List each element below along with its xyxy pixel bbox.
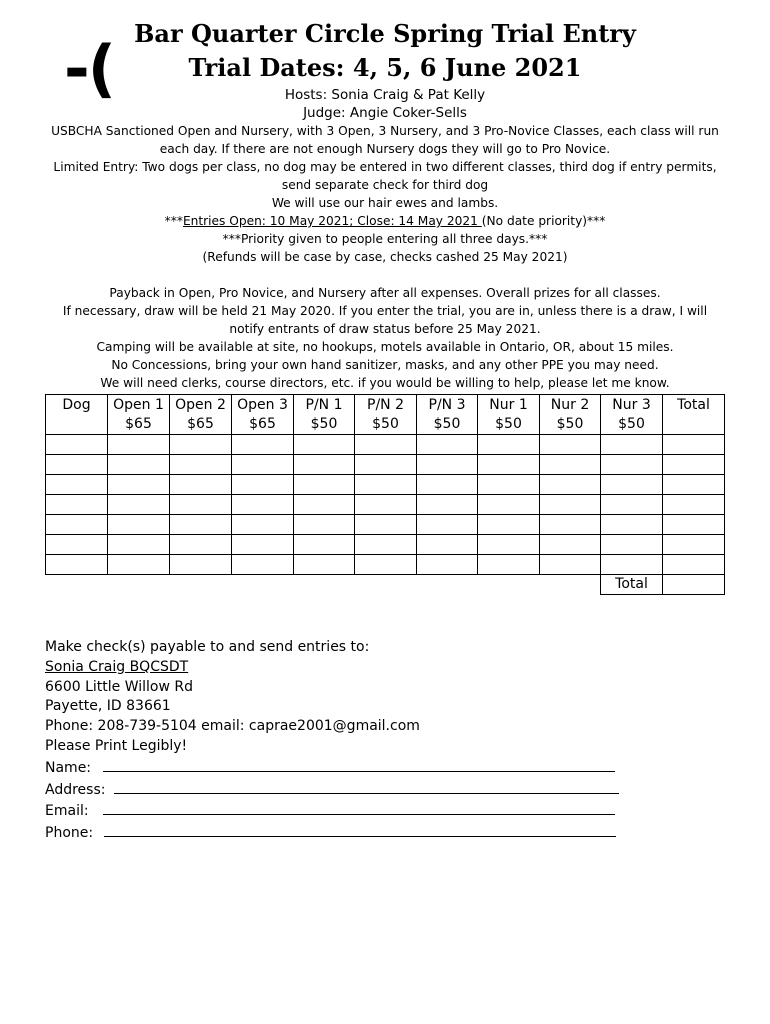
entry-cell[interactable] — [540, 515, 601, 535]
entry-cell[interactable] — [108, 475, 170, 495]
entry-cell[interactable] — [46, 435, 108, 455]
entry-table — [45, 394, 725, 595]
entry-cell[interactable] — [170, 495, 232, 515]
entry-cell[interactable] — [355, 435, 417, 455]
column-header-pn-1 — [294, 395, 355, 435]
column-header-dog — [46, 395, 108, 435]
total-cell[interactable] — [663, 575, 725, 595]
entry-cell[interactable] — [663, 495, 725, 515]
table-row — [46, 475, 725, 495]
column-name: Nur 2 — [550, 397, 590, 413]
entry-cell[interactable] — [355, 555, 417, 575]
column-name: P/N 1 — [305, 397, 343, 413]
column-header-open-1 — [108, 395, 170, 435]
total-spacer — [46, 575, 601, 595]
column-name: Dog — [62, 397, 91, 413]
entry-rows — [46, 435, 725, 575]
entry-cell[interactable] — [46, 555, 108, 575]
judge: Judge: Angie Coker-Sells — [303, 105, 467, 121]
column-header-open-2 — [170, 395, 232, 435]
entry-cell[interactable] — [663, 435, 725, 455]
entry-cell[interactable] — [294, 495, 355, 515]
entry-cell[interactable] — [417, 455, 478, 475]
entry-cell[interactable] — [601, 475, 663, 495]
payee-name: Sonia Craig BQCSDT — [45, 658, 189, 675]
name-field-row — [45, 757, 619, 779]
phone-field[interactable] — [104, 822, 616, 837]
entry-cell[interactable] — [540, 475, 601, 495]
entry-cell[interactable] — [232, 435, 294, 455]
entry-cell[interactable] — [540, 535, 601, 555]
column-price: $65 — [249, 416, 276, 432]
address-field[interactable] — [114, 779, 619, 794]
column-header-nur-1 — [478, 395, 540, 435]
entry-cell[interactable] — [46, 535, 108, 555]
entry-cell[interactable] — [170, 475, 232, 495]
refunds-note: (Refunds will be case by case, checks cashed 25 May 2021) — [202, 250, 568, 264]
entry-cell[interactable] — [601, 515, 663, 535]
entry-cell[interactable] — [417, 475, 478, 495]
entry-cell[interactable] — [540, 455, 601, 475]
entry-cell[interactable] — [46, 475, 108, 495]
column-name: Open 1 — [113, 397, 164, 413]
entry-cell[interactable] — [232, 515, 294, 535]
table-row — [46, 535, 725, 555]
entry-cell[interactable] — [478, 535, 540, 555]
entry-cell[interactable] — [46, 495, 108, 515]
entry-cell[interactable] — [540, 495, 601, 515]
entry-cell[interactable] — [108, 555, 170, 575]
entry-cell[interactable] — [355, 495, 417, 515]
column-header-pn-2 — [355, 395, 417, 435]
entry-cell[interactable] — [663, 555, 725, 575]
entry-cell[interactable] — [294, 535, 355, 555]
info-line-payback: Payback in Open, Pro Novice, and Nursery after all expenses. Overall prizes for all classes. — [109, 286, 661, 300]
entry-cell[interactable] — [232, 455, 294, 475]
entry-cell[interactable] — [478, 555, 540, 575]
entry-cell[interactable] — [417, 535, 478, 555]
entry-cell[interactable] — [478, 435, 540, 455]
entry-cell[interactable] — [663, 515, 725, 535]
column-name: Nur 3 — [612, 397, 651, 413]
entries-open-close: Entries Open: 10 May 2021; Close: 14 May 2021 — [182, 214, 482, 228]
entry-cell[interactable] — [232, 555, 294, 575]
entry-cell[interactable] — [170, 555, 232, 575]
email-label: Email: — [45, 803, 89, 820]
city-state-zip: Payette, ID 83661 — [45, 698, 171, 715]
entries-dates — [48, 212, 722, 230]
entry-cell[interactable] — [108, 435, 170, 455]
email-field[interactable] — [103, 800, 615, 815]
column-price: $65 — [125, 416, 152, 432]
entry-cell[interactable] — [355, 515, 417, 535]
entry-cell[interactable] — [170, 535, 232, 555]
entry-cell[interactable] — [601, 495, 663, 515]
entry-cell[interactable] — [478, 455, 540, 475]
entry-cell[interactable] — [601, 555, 663, 575]
email-field-row — [45, 800, 619, 822]
column-header-open-3 — [232, 395, 294, 435]
entry-cell[interactable] — [294, 555, 355, 575]
name-field[interactable] — [103, 757, 615, 772]
entry-cell[interactable] — [170, 455, 232, 475]
column-header-nur-2 — [540, 395, 601, 435]
column-name: P/N 3 — [428, 397, 466, 413]
column-name: P/N 2 — [367, 397, 404, 413]
table-header-row — [46, 395, 725, 435]
info-line-draw: If necessary, draw will be held 21 May 2020. If you enter the trial, you are in, unless there is a draw, I will notify entrants of draw status before 25 May 2021. — [62, 304, 708, 336]
address-label: Address: — [45, 781, 106, 798]
hosts: Hosts: Sonia Craig & Pat Kelly — [284, 87, 486, 103]
table-row — [46, 435, 725, 455]
entry-cell[interactable] — [46, 515, 108, 535]
table-row — [46, 515, 725, 535]
entry-cell[interactable] — [170, 515, 232, 535]
column-header-total — [663, 395, 725, 435]
entry-cell[interactable] — [478, 515, 540, 535]
column-price: $50 — [556, 416, 584, 432]
total-label: Total — [601, 575, 663, 595]
entry-cell[interactable] — [417, 555, 478, 575]
info-line-concessions: No Concessions, bring your own hand sanitizer, masks, and any other PPE you may need. — [111, 358, 659, 372]
entry-cell[interactable] — [46, 455, 108, 475]
address-field-row — [45, 779, 619, 801]
entry-cell[interactable] — [108, 535, 170, 555]
entry-cell[interactable] — [294, 455, 355, 475]
table-row — [46, 495, 725, 515]
print-legibly-note: Please Print Legibly! — [45, 737, 188, 754]
entry-cell[interactable] — [540, 435, 601, 455]
entry-cell[interactable] — [417, 515, 478, 535]
make-checks-instruction: Make check(s) payable to and send entries to: — [45, 639, 370, 655]
table-total-row — [46, 575, 725, 595]
trial-info — [48, 86, 722, 392]
entries-suffix: (No date priority)*** — [481, 214, 606, 228]
entry-cell[interactable] — [663, 535, 725, 555]
entry-cell[interactable] — [108, 515, 170, 535]
column-name: Open 2 — [175, 397, 226, 413]
entry-cell[interactable] — [478, 495, 540, 515]
entry-cell[interactable] — [601, 455, 663, 475]
column-price: $50 — [618, 416, 645, 432]
entry-cell[interactable] — [417, 495, 478, 515]
entry-cell[interactable] — [601, 535, 663, 555]
entry-cell[interactable] — [540, 555, 601, 575]
column-name: Open 3 — [237, 397, 288, 413]
column-price: $50 — [433, 416, 461, 432]
entries-prefix: *** — [164, 214, 183, 228]
info-line-volunteers: We will need clerks, course directors, etc. if you would be willing to help, please let me know. — [100, 376, 670, 390]
column-price: $65 — [187, 416, 214, 432]
entry-cell[interactable] — [355, 535, 417, 555]
entry-cell[interactable] — [355, 475, 417, 495]
entry-cell[interactable] — [663, 475, 725, 495]
page-title: Bar Quarter Circle Spring Trial Entry — [134, 19, 636, 48]
column-header-nur-3 — [601, 395, 663, 435]
phone-field-row — [45, 822, 619, 844]
entry-cell[interactable] — [417, 435, 478, 455]
column-header-pn-3 — [417, 395, 478, 435]
info-line-sheep: We will use our hair ewes and lambs. — [271, 196, 499, 210]
info-line-camping: Camping will be available at site, no hookups, motels available in Ontario, OR, about 15 miles. — [96, 340, 674, 354]
entry-cell[interactable] — [294, 515, 355, 535]
info-line-limited-entry: Limited Entry: Two dogs per class, no dog may be entered in two different classes, third dog if entry permits, send separate check for third dog — [53, 160, 717, 192]
entry-cell[interactable] — [170, 435, 232, 455]
entry-cell[interactable] — [355, 455, 417, 475]
phone-label: Phone: — [45, 825, 94, 842]
contact-section — [45, 638, 619, 844]
name-label: Name: — [45, 759, 92, 776]
entry-cell[interactable] — [294, 435, 355, 455]
priority-note: ***Priority given to people entering all three days.*** — [222, 232, 548, 246]
entry-cell[interactable] — [294, 475, 355, 495]
column-name: Nur 1 — [489, 397, 528, 413]
entry-cell[interactable] — [232, 535, 294, 555]
column-price: $50 — [372, 416, 399, 432]
table-row — [46, 455, 725, 475]
table-row — [46, 555, 725, 575]
column-price: $50 — [495, 416, 522, 432]
entry-cell[interactable] — [478, 475, 540, 495]
logo-mark: -( — [64, 32, 115, 105]
entry-cell[interactable] — [601, 435, 663, 455]
column-name: Total — [677, 397, 710, 413]
entry-cell[interactable] — [108, 495, 170, 515]
column-price: $50 — [310, 416, 338, 432]
street-address: 6600 Little Willow Rd — [45, 678, 193, 695]
info-line-sanctioned: USBCHA Sanctioned Open and Nursery, with 3 Open, 3 Nursery, and 3 Pro-Novice Classes, each class will run each day. If there are not enough Nursery dogs they will go to Pro Novice. — [51, 124, 719, 156]
phone-email: Phone: 208-739-5104 email: caprae2001@gmail.com — [45, 718, 420, 735]
trial-dates: Trial Dates: 4, 5, 6 June 2021 — [188, 53, 582, 82]
entry-cell[interactable] — [232, 475, 294, 495]
entry-cell[interactable] — [108, 455, 170, 475]
entry-cell[interactable] — [663, 455, 725, 475]
entry-cell[interactable] — [232, 495, 294, 515]
